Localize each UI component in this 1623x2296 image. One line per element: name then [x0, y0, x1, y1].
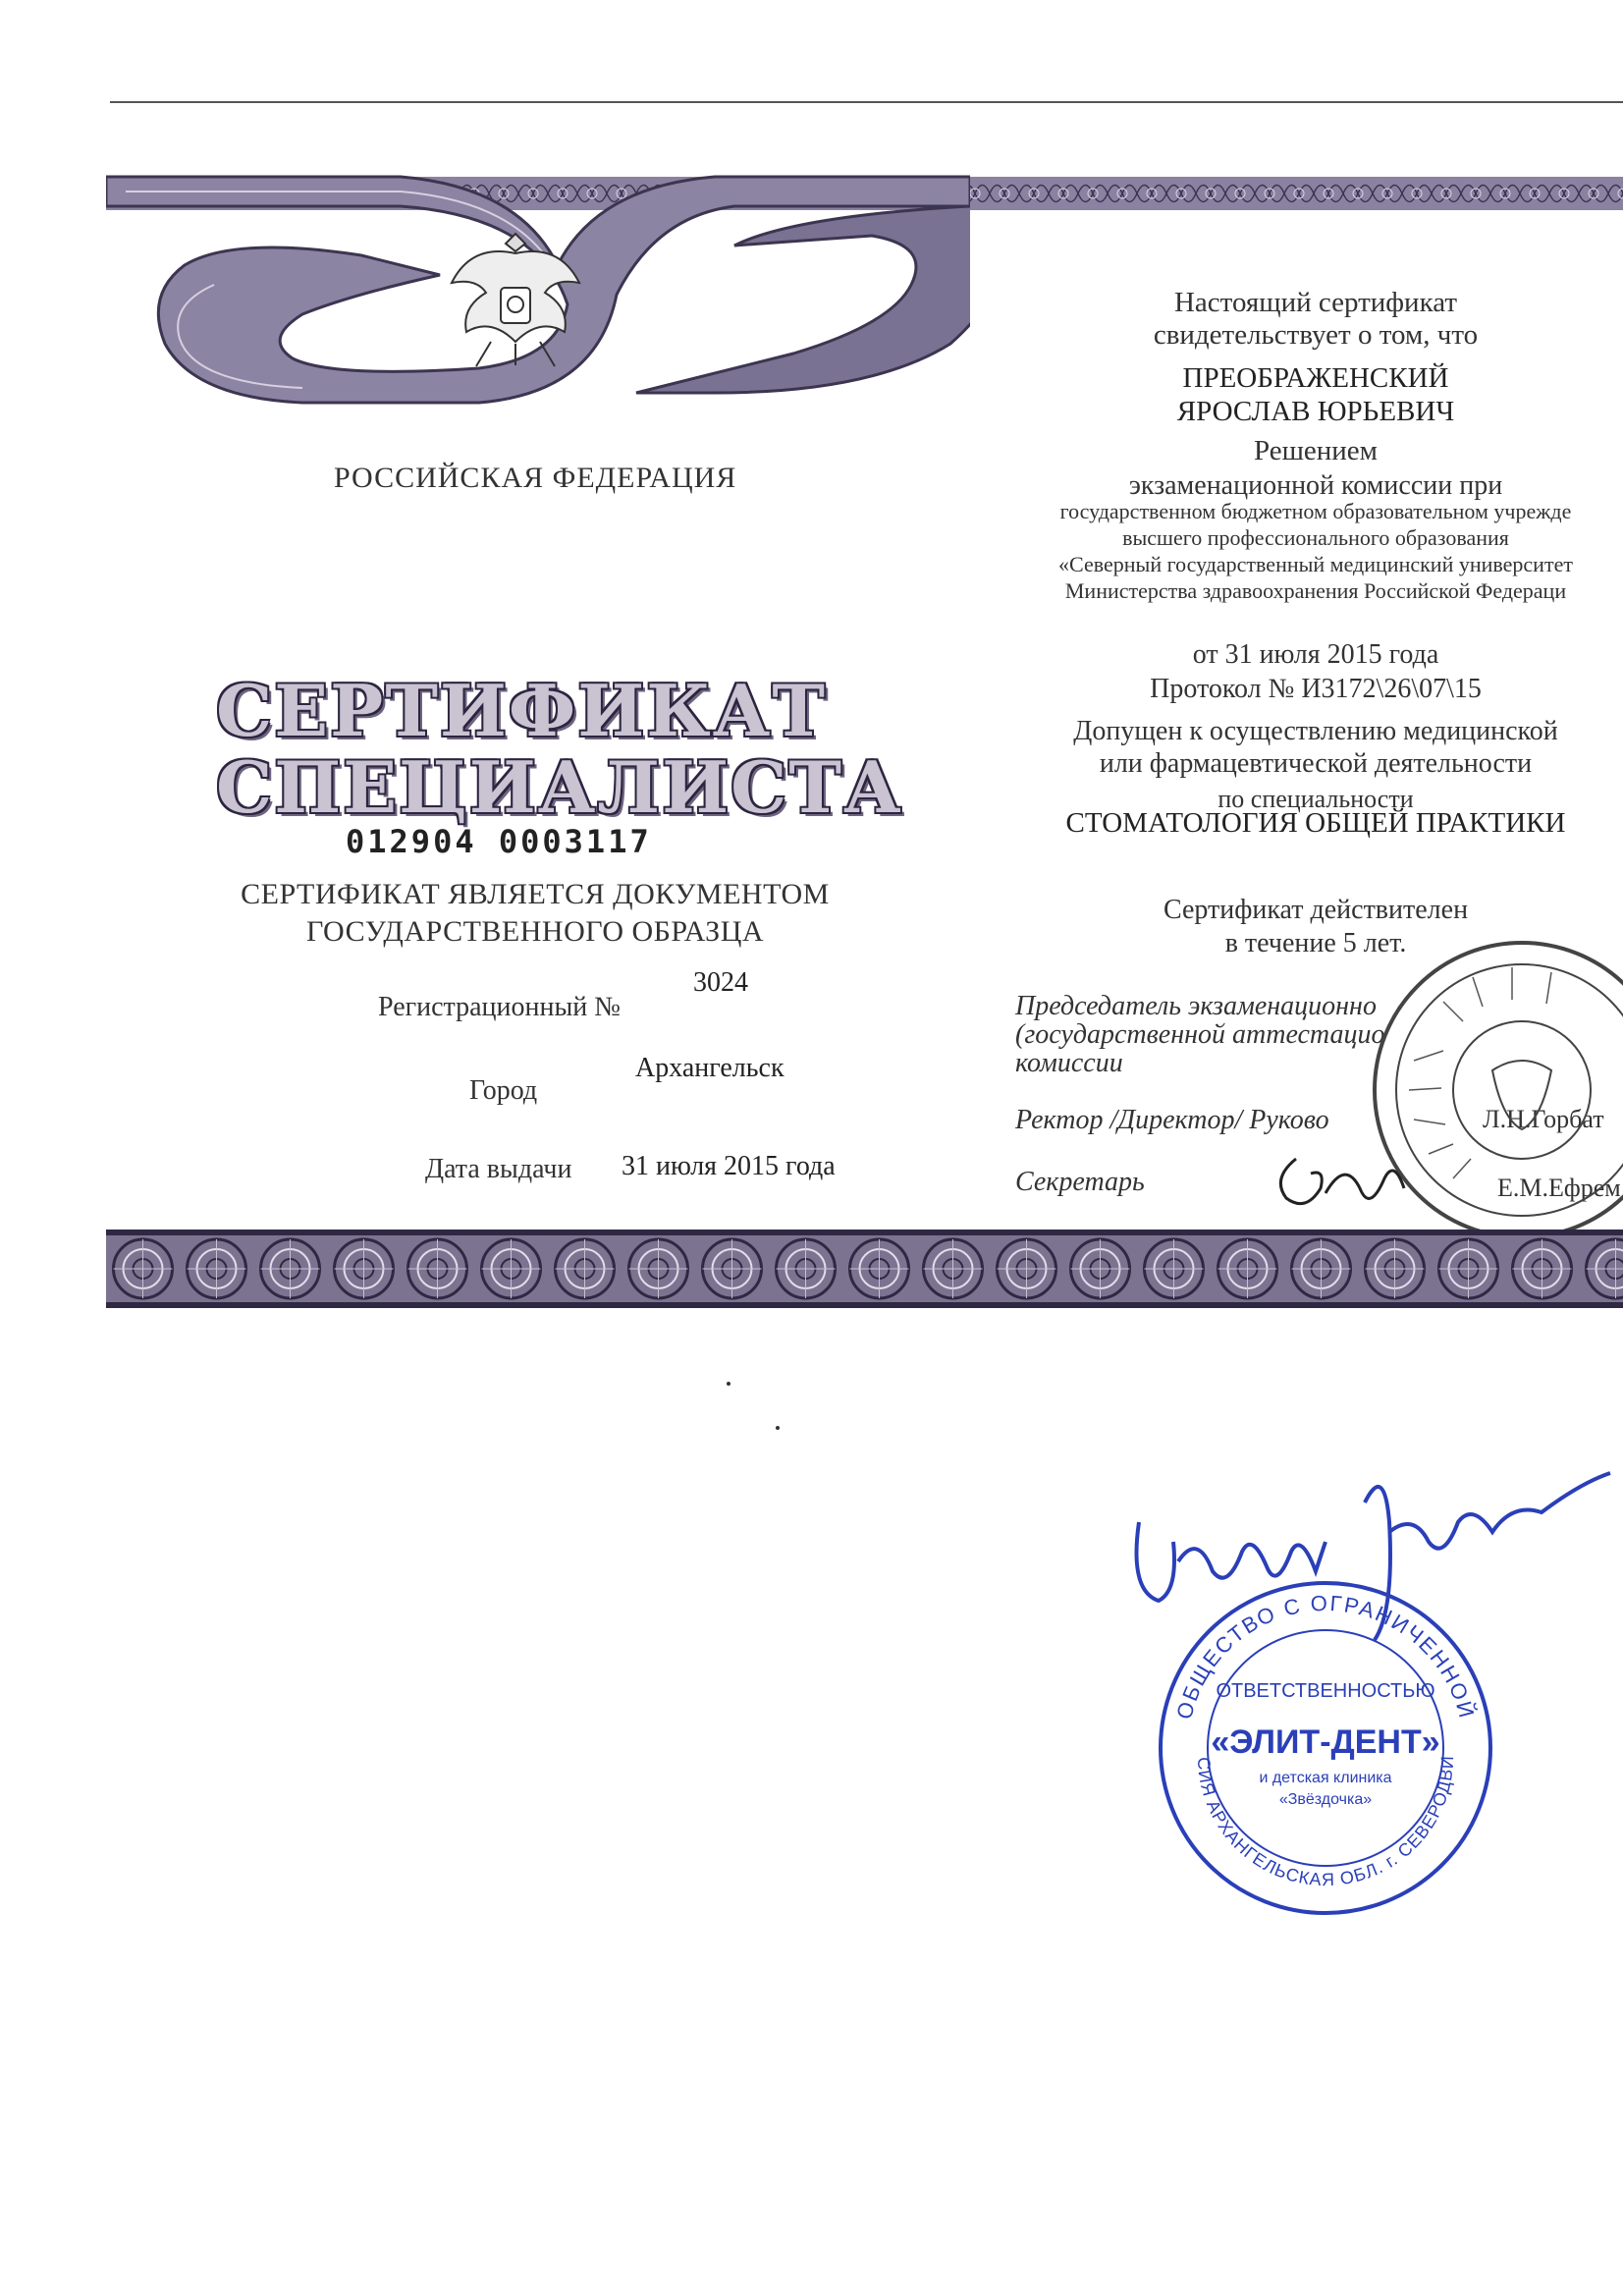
top-rule — [110, 101, 1623, 103]
state-doc-line1: СЕРТИФИКАТ ЯВЛЯЕТСЯ ДОКУМЕНТОМ — [241, 878, 830, 910]
specialty-value: СТОМАТОЛОГИЯ ОБЩЕЙ ПРАКТИКИ — [1065, 807, 1566, 839]
serial-number: 012904 0003117 — [346, 823, 652, 860]
decision-label: Решением — [1253, 435, 1379, 466]
intro-text — [1001, 287, 1623, 352]
chairman-line1: Председатель экзаменационно — [1015, 991, 1377, 1021]
speck — [727, 1382, 730, 1386]
country-name: РОССИЙСКАЯ ФЕДЕРАЦИЯ — [334, 462, 737, 494]
coat-of-arms-icon — [432, 214, 599, 381]
admission-text — [1001, 715, 1623, 780]
chairman-label — [1015, 992, 1385, 1077]
stamp-bottom-text: СИЯ АРХАНГЕЛЬСКАЯ ОБЛ. г. СЕВЕРОДВИ — [1193, 1754, 1458, 1890]
org-line2: высшего профессионального образования — [1122, 525, 1509, 550]
stamp-sub1: и детская клиника — [1259, 1770, 1392, 1786]
holder-surname: ПРЕОБРАЖЕНСКИЙ — [1182, 362, 1449, 394]
intro-line2: свидетельствует о том, что — [1153, 319, 1479, 351]
secretary-signature — [1267, 1139, 1414, 1228]
company-stamp — [1149, 1571, 1502, 1925]
intro-line1: Настоящий сертификат — [1173, 287, 1458, 318]
rector-label: Ректор /Директор/ Руково — [1015, 1105, 1329, 1135]
holder-given-names: ЯРОСЛАВ ЮРЬЕВИЧ — [1176, 396, 1455, 427]
validity-line2: в течение 5 лет. — [1224, 928, 1407, 958]
specialty-label: по специальности — [1217, 785, 1414, 813]
chairman-line2: (государственной аттестацио — [1015, 1019, 1385, 1050]
holder-name — [1001, 361, 1623, 428]
secretary-name: Е.М.Ефрем — [1497, 1174, 1621, 1202]
protocol-number: Протокол № И3172\26\07\15 — [1150, 674, 1482, 704]
certificate-title-line2: СПЕЦИАЛИСТА — [216, 745, 903, 829]
admission-line2: или фармацевтической деятельности — [1099, 748, 1533, 779]
commission-text: экзаменационной комиссии при — [1128, 470, 1503, 501]
org-line1: государственном бюджетном образовательном учрежде — [1059, 499, 1572, 523]
certificate-title-line1: СЕРТИФИКАТ — [216, 669, 827, 752]
admission-line1: Допущен к осуществлению медицинской — [1073, 716, 1558, 746]
validity-line1: Сертификат действителен — [1163, 895, 1469, 925]
stamp-company-name: «ЭЛИТ-ДЕНТ» — [1211, 1723, 1440, 1761]
state-document-note — [216, 876, 854, 951]
registration-label: Регистрационный № — [378, 992, 621, 1022]
issue-date-label: Дата выдачи — [425, 1154, 572, 1184]
speck — [776, 1426, 780, 1430]
stamp-sub2: «Звёздочка» — [1278, 1791, 1373, 1808]
organization-text — [1001, 498, 1623, 604]
org-line3: «Северный государственный медицинский университет — [1058, 552, 1573, 576]
stamp-org-line2: ОТВЕТСТВЕННОСТЬЮ — [1216, 1680, 1435, 1702]
registration-number: 3024 — [693, 967, 748, 998]
stamp-org-line1: ОБЩЕСТВО С ОГРАНИЧЕННОЙ — [1171, 1590, 1480, 1722]
secretary-label: Секретарь — [1015, 1167, 1145, 1197]
org-line4: Министерства здравоохранения Российской Федераци — [1064, 578, 1567, 603]
city-label: Город — [469, 1075, 538, 1106]
bottom-guilloche-band — [106, 1230, 1623, 1308]
certificate-title — [216, 669, 903, 829]
state-doc-line2: ГОСУДАРСТВЕННОГО ОБРАЗЦА — [305, 915, 765, 948]
decision-date: от 31 июля 2015 года — [1192, 639, 1439, 670]
chairman-line3: комиссии — [1015, 1048, 1123, 1078]
rector-name: Л.Н.Горбат — [1483, 1105, 1604, 1133]
issue-date-value: 31 июля 2015 года — [622, 1151, 836, 1181]
city-value: Архангельск — [635, 1053, 784, 1083]
